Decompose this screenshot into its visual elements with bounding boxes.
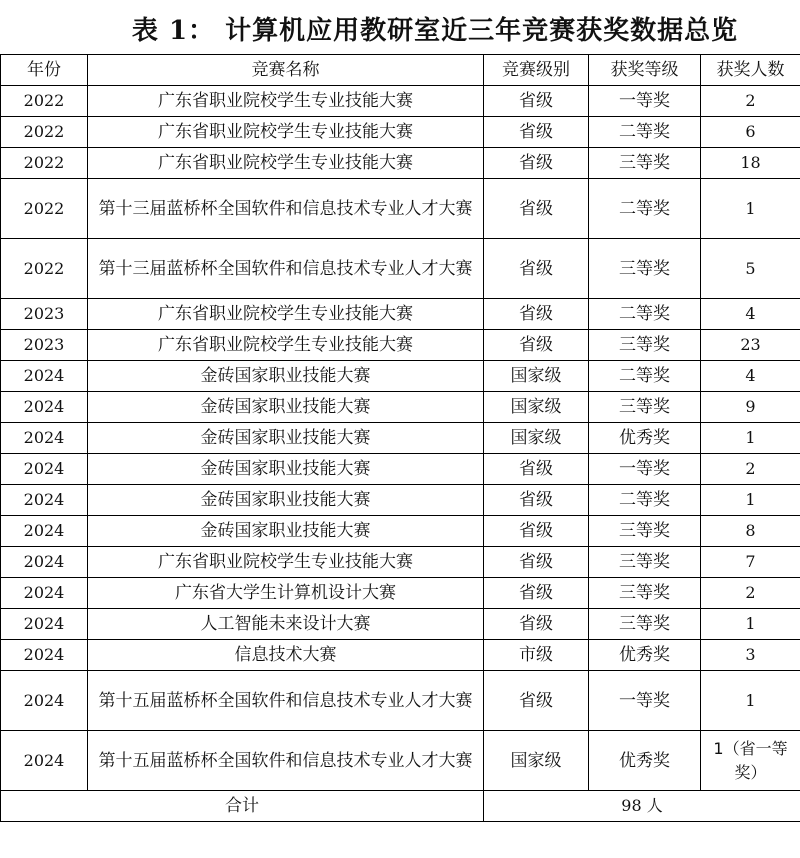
competition-name-cell: 广东省职业院校学生专业技能大赛 <box>88 86 484 117</box>
table-row <box>1 361 800 392</box>
table-row <box>1 516 800 547</box>
table-row <box>1 148 800 179</box>
award-grade-cell: 二等奖 <box>589 299 701 330</box>
competition-name-cell: 人工智能未来设计大赛 <box>88 609 484 640</box>
year-cell: 2023 <box>1 330 88 361</box>
award-count-cell: 5 <box>701 239 800 299</box>
table-row <box>1 117 800 148</box>
award-grade-cell: 三等奖 <box>589 578 701 609</box>
award-grade-cell: 二等奖 <box>589 117 701 148</box>
award-grade-cell: 三等奖 <box>589 239 701 299</box>
competition-name-cell: 信息技术大赛 <box>88 640 484 671</box>
competition-name-cell: 广东省职业院校学生专业技能大赛 <box>88 330 484 361</box>
award-grade-cell: 三等奖 <box>589 330 701 361</box>
award-grade-cell: 优秀奖 <box>589 640 701 671</box>
competition-level-cell: 省级 <box>484 117 589 148</box>
award-count-cell: 7 <box>701 547 800 578</box>
competition-level-cell: 市级 <box>484 640 589 671</box>
award-grade-cell: 二等奖 <box>589 179 701 239</box>
award-count-cell: 9 <box>701 392 800 423</box>
competition-name-cell: 金砖国家职业技能大赛 <box>88 516 484 547</box>
competition-name-cell: 金砖国家职业技能大赛 <box>88 392 484 423</box>
competition-level-cell: 省级 <box>484 671 589 731</box>
competition-level-cell: 省级 <box>484 516 589 547</box>
award-count-cell: 2 <box>701 86 800 117</box>
year-cell: 2024 <box>1 609 88 640</box>
competition-level-cell: 省级 <box>484 454 589 485</box>
total-row <box>1 791 800 822</box>
competition-level-cell: 省级 <box>484 547 589 578</box>
year-cell: 2024 <box>1 361 88 392</box>
competition-level-cell: 省级 <box>484 86 589 117</box>
competition-level-cell: 国家级 <box>484 361 589 392</box>
year-cell: 2024 <box>1 547 88 578</box>
year-cell: 2024 <box>1 423 88 454</box>
award-grade-cell: 优秀奖 <box>589 423 701 454</box>
competition-name-cell: 广东省职业院校学生专业技能大赛 <box>88 547 484 578</box>
year-cell: 2022 <box>1 86 88 117</box>
award-grade-cell: 一等奖 <box>589 86 701 117</box>
award-grade-cell: 三等奖 <box>589 609 701 640</box>
table-row <box>1 578 800 609</box>
award-count-cell: 4 <box>701 361 800 392</box>
competition-name-cell: 广东省职业院校学生专业技能大赛 <box>88 117 484 148</box>
competition-name-cell: 广东省大学生计算机设计大赛 <box>88 578 484 609</box>
award-count-cell: 8 <box>701 516 800 547</box>
table-row <box>1 671 800 731</box>
award-count-cell: 23 <box>701 330 800 361</box>
table-row <box>1 547 800 578</box>
table-row <box>1 239 800 299</box>
award-grade-cell: 二等奖 <box>589 485 701 516</box>
header-year: 年份 <box>1 55 88 86</box>
year-cell: 2024 <box>1 731 88 791</box>
award-count-cell: 2 <box>701 454 800 485</box>
award-count-cell: 1（省一等奖） <box>701 731 800 791</box>
competition-name-cell: 金砖国家职业技能大赛 <box>88 423 484 454</box>
award-grade-cell: 优秀奖 <box>589 731 701 791</box>
award-count-cell: 2 <box>701 578 800 609</box>
award-grade-cell: 一等奖 <box>589 454 701 485</box>
award-count-cell: 1 <box>701 485 800 516</box>
total-value: 98 人 <box>484 791 800 822</box>
competition-name-cell: 第十五届蓝桥杯全国软件和信息技术专业人才大赛 <box>88 731 484 791</box>
competition-level-cell: 国家级 <box>484 731 589 791</box>
table-row <box>1 179 800 239</box>
year-cell: 2024 <box>1 578 88 609</box>
competition-name-cell: 广东省职业院校学生专业技能大赛 <box>88 299 484 330</box>
competition-name-cell: 金砖国家职业技能大赛 <box>88 361 484 392</box>
award-count-cell: 4 <box>701 299 800 330</box>
competition-level-cell: 省级 <box>484 179 589 239</box>
year-cell: 2022 <box>1 148 88 179</box>
award-count-cell: 1 <box>701 671 800 731</box>
year-cell: 2024 <box>1 392 88 423</box>
competition-name-cell: 第十五届蓝桥杯全国软件和信息技术专业人才大赛 <box>88 671 484 731</box>
award-count-cell: 1 <box>701 179 800 239</box>
year-cell: 2022 <box>1 117 88 148</box>
competition-level-cell: 省级 <box>484 148 589 179</box>
table-row <box>1 454 800 485</box>
competition-level-cell: 省级 <box>484 578 589 609</box>
award-count-cell: 1 <box>701 423 800 454</box>
award-count-cell: 1 <box>701 609 800 640</box>
award-grade-cell: 二等奖 <box>589 361 701 392</box>
competition-name-cell: 金砖国家职业技能大赛 <box>88 485 484 516</box>
competition-name-cell: 第十三届蓝桥杯全国软件和信息技术专业人才大赛 <box>88 179 484 239</box>
competition-level-cell: 省级 <box>484 239 589 299</box>
table-row <box>1 609 800 640</box>
table-row <box>1 423 800 454</box>
competition-level-cell: 省级 <box>484 609 589 640</box>
table-row <box>1 731 800 791</box>
table-row <box>1 330 800 361</box>
award-grade-cell: 三等奖 <box>589 148 701 179</box>
competition-name-cell: 广东省职业院校学生专业技能大赛 <box>88 148 484 179</box>
year-cell: 2023 <box>1 299 88 330</box>
competition-name-cell: 第十三届蓝桥杯全国软件和信息技术专业人才大赛 <box>88 239 484 299</box>
year-cell: 2024 <box>1 516 88 547</box>
award-grade-cell: 三等奖 <box>589 516 701 547</box>
award-count-cell: 3 <box>701 640 800 671</box>
competition-level-cell: 省级 <box>484 330 589 361</box>
year-cell: 2024 <box>1 671 88 731</box>
header-competition-level: 竞赛级别 <box>484 55 589 86</box>
awards-table <box>0 54 800 822</box>
table-row <box>1 485 800 516</box>
competition-level-cell: 省级 <box>484 485 589 516</box>
table-row <box>1 392 800 423</box>
header-competition-name: 竞赛名称 <box>88 55 484 86</box>
award-count-cell: 18 <box>701 148 800 179</box>
table-header-row <box>1 55 800 86</box>
year-cell: 2024 <box>1 454 88 485</box>
competition-name-cell: 金砖国家职业技能大赛 <box>88 454 484 485</box>
award-grade-cell: 三等奖 <box>589 392 701 423</box>
table-row <box>1 299 800 330</box>
competition-level-cell: 国家级 <box>484 423 589 454</box>
year-cell: 2024 <box>1 640 88 671</box>
table-row <box>1 640 800 671</box>
year-cell: 2024 <box>1 485 88 516</box>
header-award-count: 获奖人数 <box>701 55 800 86</box>
header-award-grade: 获奖等级 <box>589 55 701 86</box>
award-grade-cell: 一等奖 <box>589 671 701 731</box>
award-grade-cell: 三等奖 <box>589 547 701 578</box>
table-title: 表 1： 计算机应用教研室近三年竞赛获奖数据总览 <box>131 16 739 46</box>
competition-level-cell: 国家级 <box>484 392 589 423</box>
competition-level-cell: 省级 <box>484 299 589 330</box>
total-label: 合计 <box>1 791 484 822</box>
award-count-cell: 6 <box>701 117 800 148</box>
year-cell: 2022 <box>1 239 88 299</box>
table-row <box>1 86 800 117</box>
year-cell: 2022 <box>1 179 88 239</box>
